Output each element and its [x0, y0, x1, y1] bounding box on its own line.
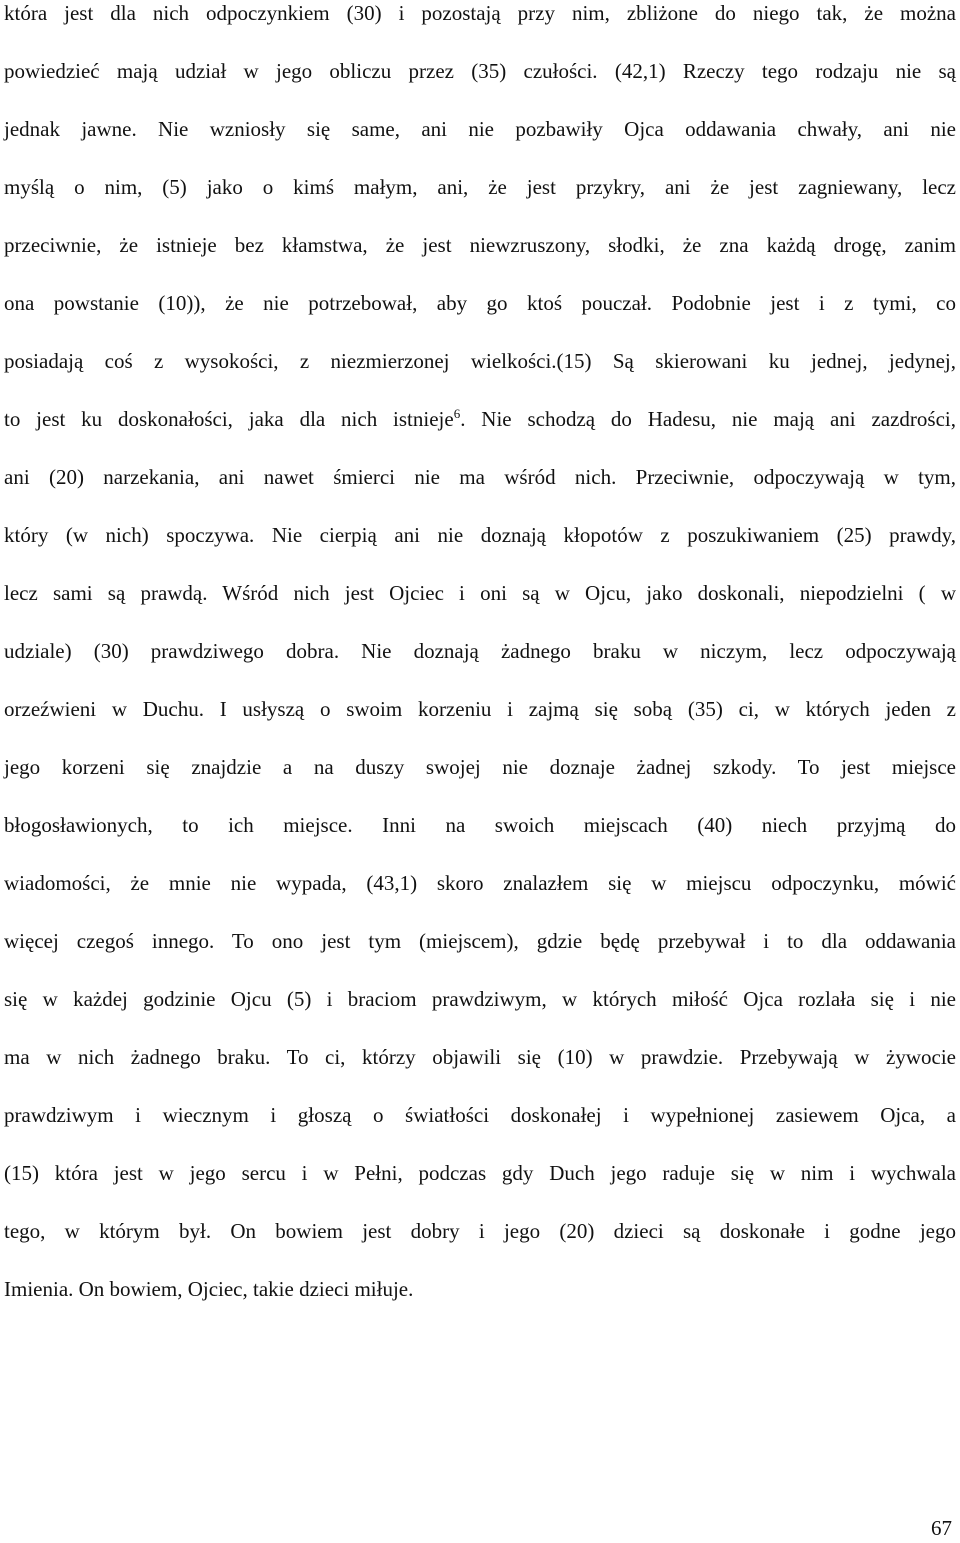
text-line-19: ma w nich żadnego braku. To ci, którzy objawili się (10) w prawdzie. Przebywają w żywocie: [4, 1045, 956, 1069]
text-line-12: udziale) (30) prawdziwego dobra. Nie doznają żadnego braku w niczym, lecz odpoczywają: [4, 639, 956, 663]
text-line-22: tego, w którym był. On bowiem jest dobry i jego (20) dzieci są doskonałe i godne jego: [4, 1219, 956, 1243]
text-line-9: ani (20) narzekania, ani nawet śmierci nie ma wśród nich. Przeciwnie, odpoczywają w tym,: [4, 465, 956, 489]
text-line-7: posiadają coś z wysokości, z niezmierzonej wielkości.(15) Są skierowani ku jednej, jedynej,: [4, 349, 956, 373]
footnote-reference[interactable]: 6: [453, 406, 461, 421]
text-line-23: Imienia. On bowiem, Ojciec, takie dzieci miłuje.: [4, 1277, 414, 1301]
text-line-15: błogosławionych, to ich miejsce. Inni na swoich miejscach (40) niech przyjmą do: [4, 813, 956, 837]
text-line-1: która jest dla nich odpoczynkiem (30) i pozostają przy nim, zbliżone do niego tak, że można: [4, 1, 956, 25]
text-line-3: jednak jawne. Nie wzniosły się same, ani nie pozbawiły Ojca oddawania chwały, ani nie: [4, 117, 956, 141]
text-line-6: ona powstanie (10)), że nie potrzebował, aby go ktoś pouczał. Podobnie jest i z tymi, co: [4, 291, 956, 315]
text-line-5: przeciwnie, że istnieje bez kłamstwa, że jest niewzruszony, słodki, że zna każdą drogę, zanim: [4, 233, 956, 257]
text-line-11: lecz sami są prawdą. Wśród nich jest Ojciec i oni są w Ojcu, jako doskonali, niepodzielni ( w: [4, 581, 956, 605]
page-number: 67: [931, 1516, 952, 1540]
text-line-10: który (w nich) spoczywa. Nie cierpią ani nie doznają kłopotów z poszukiwaniem (25) prawdy,: [4, 523, 956, 547]
text-line-8: [4, 406, 956, 432]
text-line-13: orzeźwieni w Duchu. I usłyszą o swoim korzeniu i zajmą się sobą (35) ci, w których jeden z: [4, 697, 956, 721]
text-line-8-start: to jest ku doskonałości, jaka dla nich istnieje: [4, 407, 454, 431]
text-line-2: powiedzieć mają udział w jego obliczu przez (35) czułości. (42,1) Rzeczy tego rodzaju nie są: [4, 59, 956, 83]
text-line-4: myślą o nim, (5) jako o kimś małym, ani, że jest przykry, ani że jest zagniewany, lecz: [4, 175, 956, 199]
text-line-18: się w każdej godzinie Ojcu (5) i braciom prawdziwym, w których miłość Ojca rozlała się i nie: [4, 987, 956, 1011]
text-line-21: (15) która jest w jego sercu i w Pełni, podczas gdy Duch jego raduje się w nim i wychwala: [4, 1161, 956, 1185]
text-line-17: więcej czegoś innego. To ono jest tym (miejscem), gdzie będę przebywał i to dla oddawania: [4, 929, 956, 953]
text-line-16: wiadomości, że mnie nie wypada, (43,1) skoro znalazłem się w miejscu odpoczynku, mówić: [4, 871, 956, 895]
text-line-8-end: . Nie schodzą do Hadesu, nie mają ani zazdrości,: [460, 407, 956, 431]
text-line-14: jego korzeni się znajdzie a na duszy swojej nie doznaje żadnej szkody. To jest miejsce: [4, 755, 956, 779]
text-line-20: prawdziwym i wiecznym i głoszą o światłości doskonałej i wypełnionej zasiewem Ojca, a: [4, 1103, 956, 1127]
